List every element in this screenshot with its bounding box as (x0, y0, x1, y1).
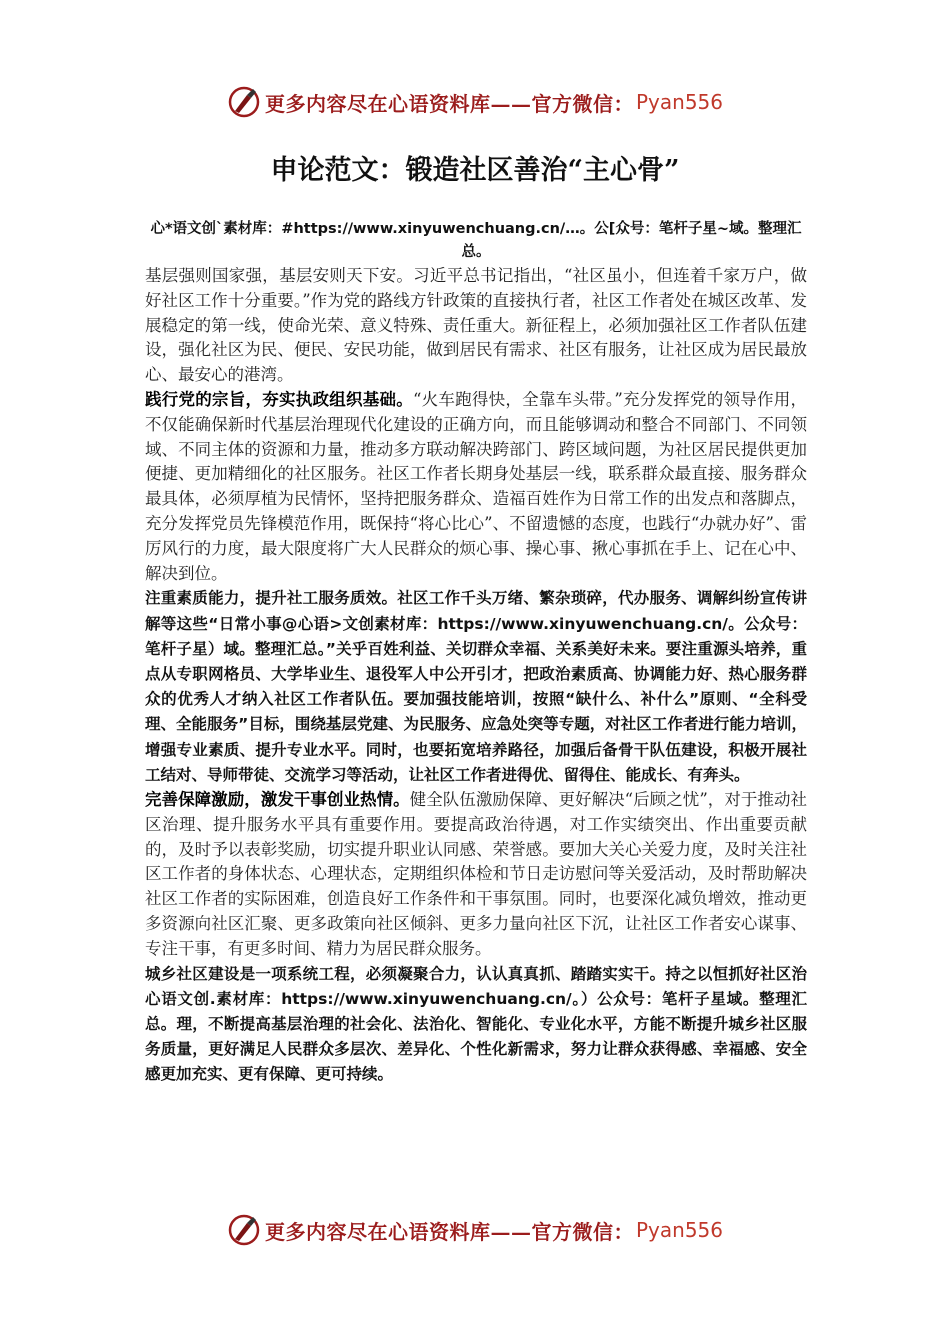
banner-text: 更多内容尽在心语资料库——官方微信： (264, 1219, 634, 1244)
paragraph-lead: 践行党的宗旨，夯实执政组织基础。 (145, 389, 413, 409)
paragraph-3 (145, 586, 807, 788)
wechat-id: Pyan556 (635, 1218, 723, 1242)
wechat-id: Pyan556 (635, 90, 723, 114)
header-banner (0, 80, 950, 124)
paragraph-text: “火车跑得快，全靠车头带。”充分发挥党的领导作用，不仅能确保新时代基层治理现代化建设的正确方向，而且能够调动和整合不同部门、不同领域、不同主体的资源和力量，推动多方联动解决跨部门、跨区域问题，为社区居民提供更加便捷、更加精细化的社区服务。社区工作者长期身处基层一线，联系群众最直接、服务群众最具体，必须厚植为民情怀，坚持把服务群众、造福百姓作为日常工作的出发点和落脚点，充分发挥党员先锋模范作用，既保持“将心比心”、不留遗憾的态度，也践行“办就办好”、雷厉风行的力度，最大限度将广大人民群众的烦心事、操心事、揪心事抓在手上、记在心中、解决到位。 (145, 389, 807, 583)
document-title: 申论范文：锻造社区善治“主心骨” (270, 155, 680, 186)
source-note: 心*语文创`素材库：#https://www.xinyuwenchuang.cn/…。公[众号：笔杆子星~域。整理汇总。 (150, 221, 802, 260)
paragraph-1 (145, 264, 807, 388)
paragraph-text: 健全队伍激励保障、更好解决“后顾之忧”，对于推动社区治理、提升服务水平具有重要作用。要提高政治待遇，对工作实绩突出、作出重要贡献的，及时予以表彰奖励，切实提升职业认同感、荣誉感。要加大关心关爱力度，及时关注社区工作者的身体状态、心理状态，定期组织体检和节日走访慰问等关爱活动，及时帮助解决社区工作者的实际困难，创造良好工作条件和干事氛围。同时，也要深化减负增效，推动更多资源向社区汇聚、更多政策向社区倾斜、更多力量向社区下沉，让社区工作者安心谋事、专注干事，有更多时间、精力为居民群众服务。 (145, 789, 808, 958)
brush-logo-icon (227, 85, 261, 119)
footer-banner (0, 1208, 950, 1252)
paragraph-2 (145, 388, 807, 586)
paragraph-4 (145, 788, 807, 962)
document-body (145, 218, 807, 1088)
paragraph-text: 基层强则国家强，基层安则天下安。习近平总书记指出，“社区虽小，但连着千家万户，做好社区工作十分重要。”作为党的路线方针政策的直接执行者，社区工作者处在城区改革、发展稳定的第一线，使命光荣、意义特殊、责任重大。新征程上，必须加强社区工作者队伍建设，强化社区为民、便民、安民功能，做到居民有需求、社区有服务，让社区成为居民最放心、最安心的港湾。 (145, 266, 807, 385)
paragraph-text: 城乡社区建设是一项系统工程，必须凝聚合力，认认真真抓、踏踏实实干。持之以恒抓好社区治心语文创.素材库：https://www.xinyuwenchuang.cn/。）公众号：笔杆子星域。整理汇总。理，不断提高基层治理的社会化、法治化、智能化、专业化水平，方能不断提升城乡社区服务质量，更好满足人民群众多层次、差异化、个性化新需求，努力让群众获得感、幸福感、安全感更加充实、更有保障、更可持续。 (145, 964, 807, 1084)
banner-text: 更多内容尽在心语资料库——官方微信： (264, 91, 634, 116)
paragraph-5 (145, 962, 807, 1088)
paragraph-text: 注重素质能力，提升社工服务质效。社区工作千头万绪、繁杂琐碎，代办服务、调解纠纷宣传讲解等这些“日常小事@心语>文创素材库：https://www.xinyuwenchuang.cn/。公众号：笔杆子星）域。整理汇总。”关乎百姓利益、关切群众幸福、关系美好未来。要注重源头培养，重点从专职网格员、大学毕业生、退役军人中公开引才，把政治素质高、协调能力好、热心服务群众的优秀人才纳入社区工作者队伍。要加强技能培训，按照“缺什么、补什么”原则、“全科受理、全能服务”目标，围绕基层党建、为民服务、应急处突等专题，对社区工作者进行能力培训，增强专业素质、提升专业水平。同时，也要拓宽培养路径，加强后备骨干队伍建设，积极开展社工结对、导师带徒、交流学习等活动，让社区工作者进得优、留得住、能成长、有奔头。 (145, 589, 807, 784)
paragraph-lead: 完善保障激励，激发干事创业热情。 (145, 789, 410, 809)
brush-logo-icon (227, 1213, 261, 1247)
